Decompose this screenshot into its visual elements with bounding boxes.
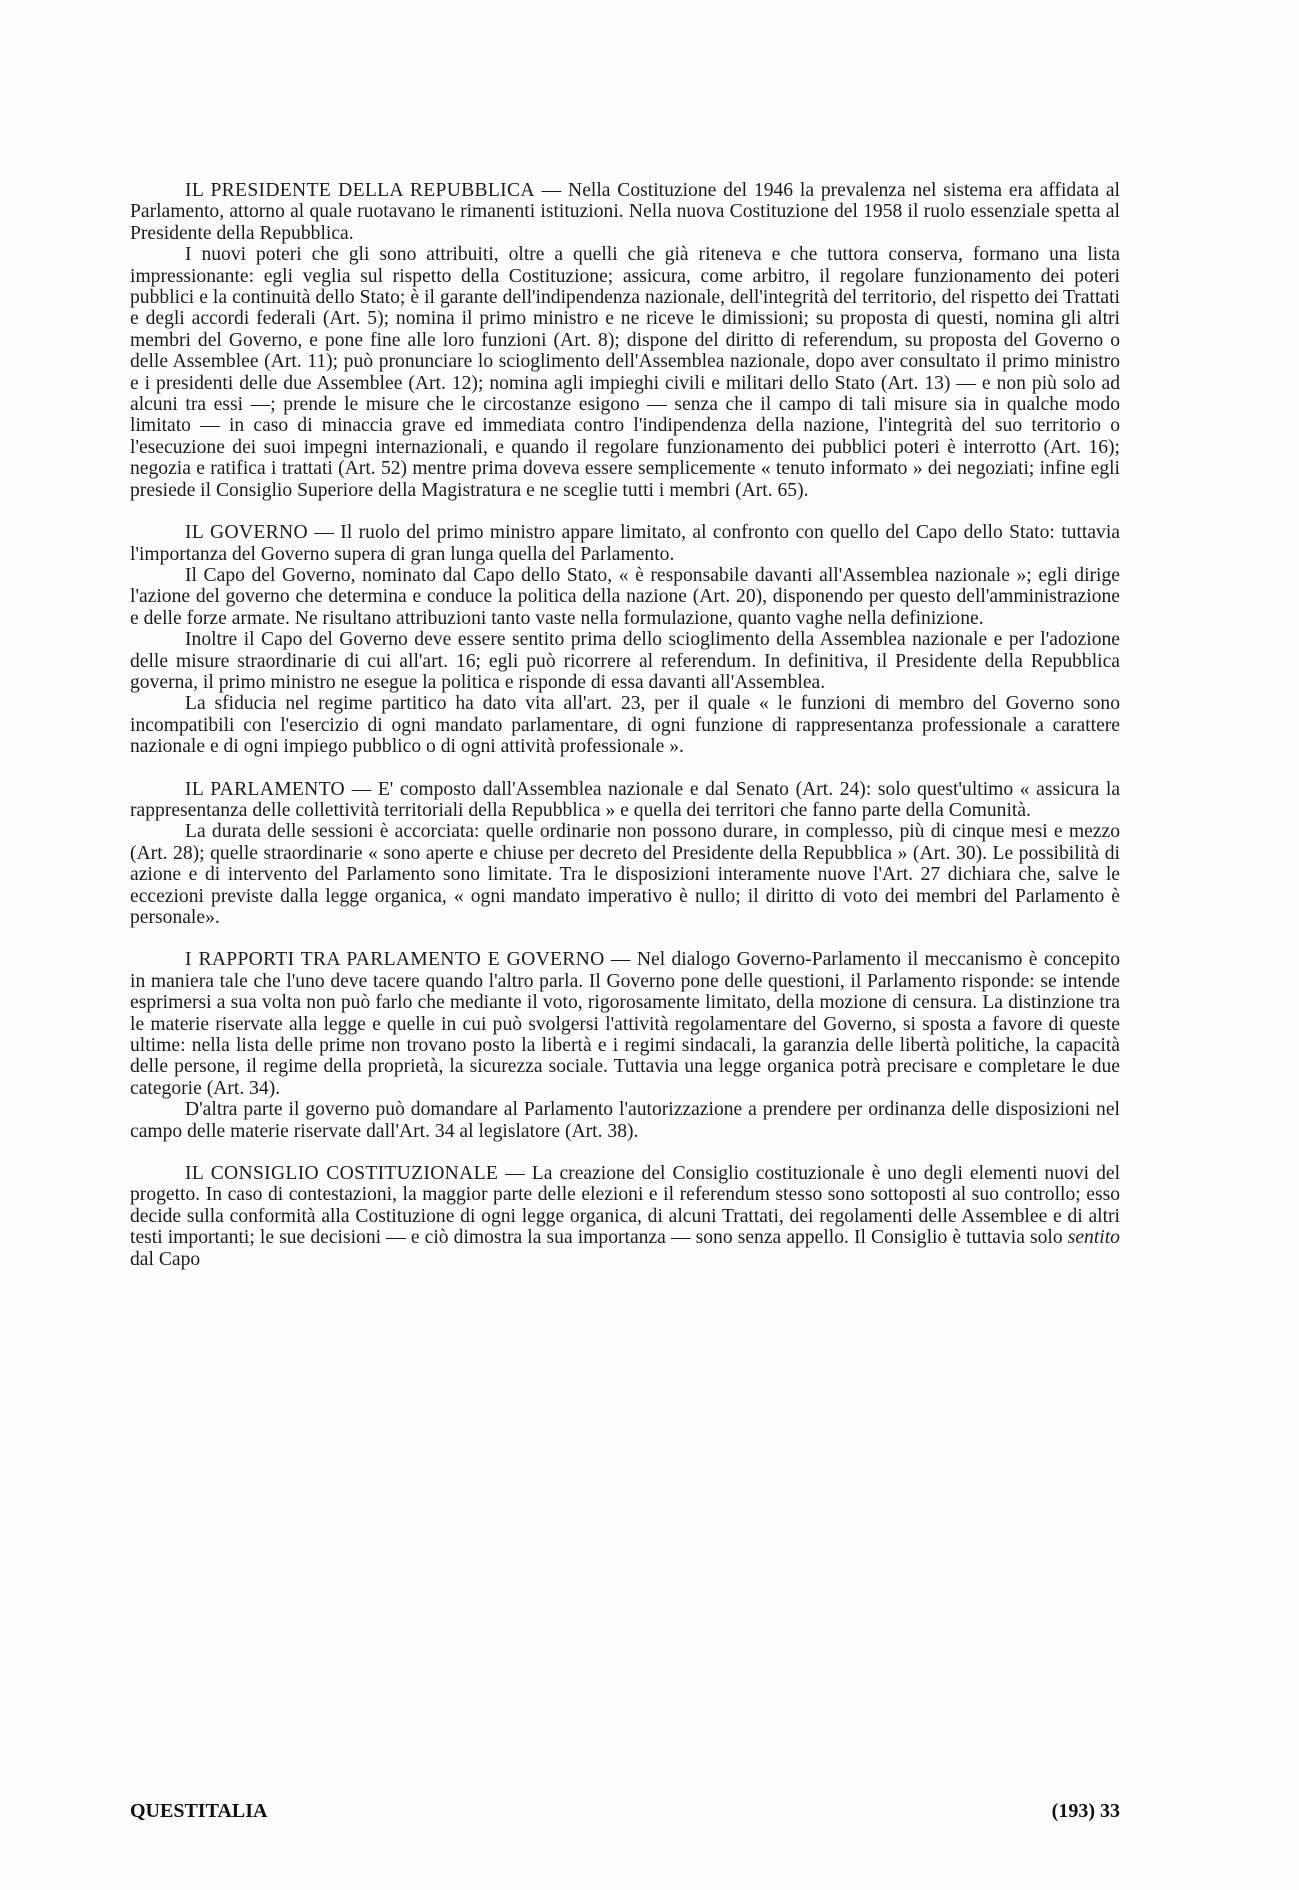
section-heading: IL GOVERNO bbox=[185, 522, 308, 544]
paragraph: La sfiducia nel regime partitico ha dato vita all'art. 23, per il quale « le funzioni di membro del Governo sono incompatibili con l'esercizio di ogni mandato parlamentare, di ogni funzione di rappresentanza professionale a carattere nazionale e di ogni impiego pubblico o di ogni attività professionale ». bbox=[130, 693, 1120, 758]
section-heading: I RAPPORTI TRA PARLAMENTO E GOVERNO bbox=[185, 949, 605, 971]
italic-word: sentito bbox=[1067, 1227, 1120, 1249]
section-consiglio bbox=[130, 1163, 1120, 1270]
paragraph: Inoltre il Capo del Governo deve essere sentito prima dello scioglimento della Assemblea nazionale e per l'adozione delle misure straordinarie di cui all'art. 16; egli può ricorrere al referendum. In definitiva, il Presidente della Repubblica governa, il primo ministro ne esegue la politica e risponde di essa davanti all'Assemblea. bbox=[130, 629, 1120, 693]
paragraph bbox=[130, 522, 1120, 565]
section-heading: IL PARLAMENTO bbox=[185, 778, 346, 800]
paragraph bbox=[130, 1163, 1120, 1270]
paragraph-text: Nella Costituzione del 1946 la prevalenza nel sistema era affidata al Parlamento, attorno al quale ruotavano le rimanenti istituzioni. Nella nuova Costituzione del 1958 il ruolo essenziale spetta al Presidente della Repubblica. bbox=[130, 180, 1120, 244]
section-rapporti bbox=[130, 949, 1120, 1142]
heading-separator: — bbox=[498, 1163, 532, 1185]
paragraph: I nuovi poteri che gli sono attribuiti, oltre a quelli che già riteneva e che tuttora conserva, formano una lista impressionante: egli veglia sul rispetto della Costituzione; assicura, come arbitro, il regolare funzionamento dei poteri pubblici e la continuità dello Stato; è il garante dell'indipendenza nazionale, dell'integrità del territorio, del rispetto dei Trattati e degli accordi federali (Art. 5); nomina il primo ministro e ne riceve le dimissioni; su proposta di questi, nomina gli altri membri del Governo, e pone fine alle loro funzioni (Art. 8); dispone del diritto di referendum, su proposta del Governo o delle Assemblee (Art. 11); può pronunciare lo scioglimento dell'Assemblea nazionale, dopo aver consultato il primo ministro e i presidenti delle due Assemblee (Art. 12); nomina agli impieghi civili e militari dello Stato (Art. 13) — e non più solo ad alcuni tra essi —; prende le misure che le circostanze esigono — senza che il campo di tali misure sia in qualche modo limitato — in caso di minaccia grave ed immediata contro l'indipendenza della nazione, l'integrità del suo territorio o l'esecuzione dei suoi impegni internazionali, e quando il regolare funzionamento dei pubblici poteri è interrotto (Art. 16); negozia e ratifica i trattati (Art. 52) mentre prima doveva essere semplicemente « tenuto informato » dei negoziati; infine egli presiede il Consiglio Superiore della Magistratura e ne sceglie tutti i membri (Art. 65). bbox=[130, 244, 1120, 501]
paragraph bbox=[130, 180, 1120, 244]
heading-separator: — bbox=[345, 778, 378, 800]
paragraph-text: Nel dialogo Governo-Parlamento il meccanismo è concepito in maniera tale che l'uno deve tacere quando l'altro parla. Il Governo pone delle questioni, il Parlamento risponde: se intende esprimersi a sua volta non può farlo che mediante il voto, rigorosamente limitato, della mozione di censura. La distinzione tra le materie riservate alla legge e quelle in cui può svolgersi l'attività regolamentare del Governo, si sposta a favore di queste ultime: nella lista delle prime non trovano posto la libertà e i regimi sindacali, la garanzia delle libertà politiche, la capacità delle persone, il regime della proprietà, la sicurezza sociale. Tuttavia una legge organica potrà precisare e completare le due categorie (Art. 34). bbox=[130, 949, 1120, 1099]
paragraph: La durata delle sessioni è accorciata: quelle ordinarie non possono durare, in complesso, più di cinque mesi e mezzo (Art. 28); quelle straordinarie « sono aperte e chiuse per decreto del Presidente della Repubblica » (Art. 30). Le possibilità di azione e di intervento del Parlamento sono limitate. Tra le disposizioni interamente nuove l'Art. 27 dichiara che, salve le eccezioni previste dalla legge organica, « ogni mandato imperativo è nullo; il diritto di voto dei membri del Parlamento è personale». bbox=[130, 821, 1120, 928]
paragraph-text: La creazione del Consiglio costituzionale è uno degli elementi nuovi del progetto. In caso di contestazioni, la maggior parte delle elezioni e il referendum stesso sono sottoposti al suo controllo; esso decide sulla conformità alla Costituzione di ogni legge organica, di alcuni Trattati, dei regolamenti delle Assemblee e di altri testi importanti; le sue decisioni — e ciò dimostra la sua importanza — sono senza appello. Il Consiglio è tuttavia solo bbox=[130, 1163, 1121, 1249]
page-footer bbox=[130, 1800, 1120, 1826]
page-number: (193) 33 bbox=[1051, 1800, 1120, 1822]
paragraph bbox=[130, 949, 1120, 1099]
heading-separator: — bbox=[307, 522, 341, 544]
section-governo bbox=[130, 522, 1120, 757]
paragraph-text-end: dal Capo bbox=[130, 1248, 201, 1270]
paragraph bbox=[130, 779, 1120, 822]
paragraph-text: E' composto dall'Assemblea nazionale e dal Senato (Art. 24): solo quest'ultimo « assicura la rappresentanza delle collettività territoriali della Repubblica » e quella dei territori che fanno parte della Comunità. bbox=[130, 778, 1121, 821]
section-heading: IL CONSIGLIO COSTITUZIONALE bbox=[185, 1163, 499, 1185]
paragraph: D'altra parte il governo può domandare al Parlamento l'autorizzazione a prendere per ordinanza delle disposizioni nel campo delle materie riservate dall'Art. 34 al legislatore (Art. 38). bbox=[130, 1099, 1120, 1142]
section-presidente bbox=[130, 180, 1120, 501]
text-column bbox=[130, 180, 1120, 1291]
paragraph-text: Il ruolo del primo ministro appare limitato, al confronto con quello del Capo dello Stato: tuttavia l'importanza del Governo supera di gran lunga quella del Parlamento. bbox=[130, 522, 1120, 565]
paragraph: Il Capo del Governo, nominato dal Capo dello Stato, « è responsabile davanti all'Assemblea nazionale »; egli dirige l'azione del governo che determina e conduce la politica della nazione (Art. 20), disponendo per questo dell'amministrazione e delle forze armate. Ne risultano attribuzioni tanto vaste nella formulazione, quanto vaghe nella definizione. bbox=[130, 564, 1120, 629]
journal-name: QUESTITALIA bbox=[130, 1800, 268, 1822]
section-heading: IL PRESIDENTE DELLA REPUBBLICA bbox=[185, 180, 535, 201]
heading-separator: — bbox=[604, 949, 637, 971]
heading-separator: — bbox=[534, 180, 569, 201]
section-parlamento bbox=[130, 779, 1120, 929]
